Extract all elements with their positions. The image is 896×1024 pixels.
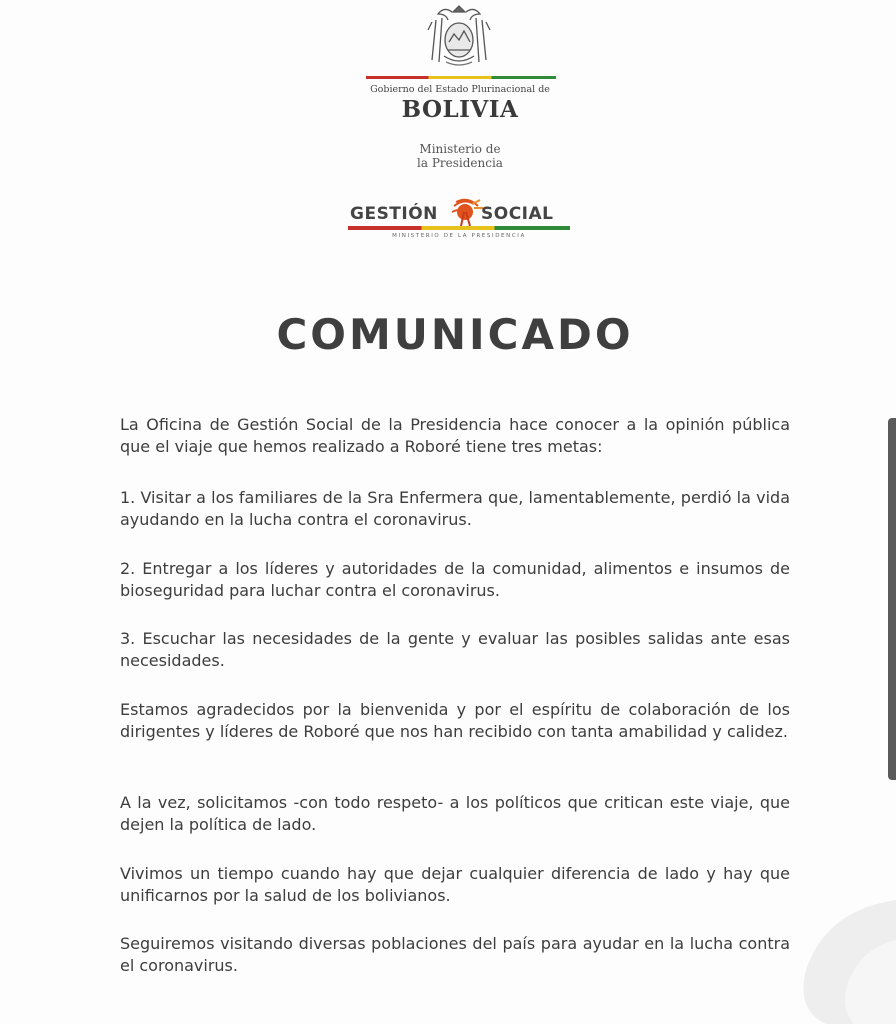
ministry-name <box>380 142 540 170</box>
tricolor-divider <box>366 76 556 79</box>
ministry-line-1: Ministerio de <box>419 142 501 156</box>
logo-subtitle: MINISTERIO DE LA PRESIDENCIA <box>392 233 526 239</box>
ministry-line-2: la Presidencia <box>417 156 503 170</box>
paragraph-goal-1: 1. Visitar a los familiares de la Sra Enfermera que, lamentablemente, perdió la vida ayudando en la lucha contra el coronavirus. <box>120 488 790 529</box>
paragraph-closing: Seguiremos visitando diversas poblaciones del país para ayudar en la lucha contra el coronavirus. <box>120 934 790 975</box>
gestion-social-logo <box>348 196 572 246</box>
paragraph-goal-3: 3. Escuchar las necesidades de la gente y evaluar las posibles salidas ante esas necesidades. <box>120 629 790 670</box>
logo-right-word: SOCIAL <box>481 204 554 224</box>
logo-left-word: GESTIÓN <box>350 204 438 224</box>
sun-palm-icon <box>448 196 484 228</box>
paragraph-thanks: Estamos agradecidos por la bienvenida y por el espíritu de colaboración de los dirigentes y líderes de Roboré que nos han recibido con tanta amabilidad y calidez. <box>120 700 790 741</box>
paragraph-intro: La Oficina de Gestión Social de la Presidencia hace conocer a la opinión pública que el viaje que hemos realizado a Roboré tiene tres metas: <box>120 415 790 456</box>
document-title: COMUNICADO <box>276 310 634 359</box>
paragraph-request: A la vez, solicitamos -con todo respeto- a los políticos que critican este viaje, que dejen la política de lado. <box>120 793 790 834</box>
country-name: BOLIVIA <box>401 96 519 123</box>
paragraph-unity: Vivimos un tiempo cuando hay que dejar cualquier diferencia de lado y hay que unificarnos por la salud de los bolivianos. <box>120 864 790 905</box>
logo-tricolor-bar <box>348 226 570 230</box>
vertical-scrollbar[interactable] <box>888 418 896 780</box>
paragraph-goal-2: 2. Entregar a los líderes y autoridades de la comunidad, alimentos e insumos de bioseguridad para luchar contra el coronavirus. <box>120 559 790 600</box>
coat-of-arms-icon <box>422 2 496 68</box>
leaf-watermark-icon <box>760 880 896 1024</box>
government-line: Gobierno del Estado Plurinacional de <box>370 84 550 95</box>
